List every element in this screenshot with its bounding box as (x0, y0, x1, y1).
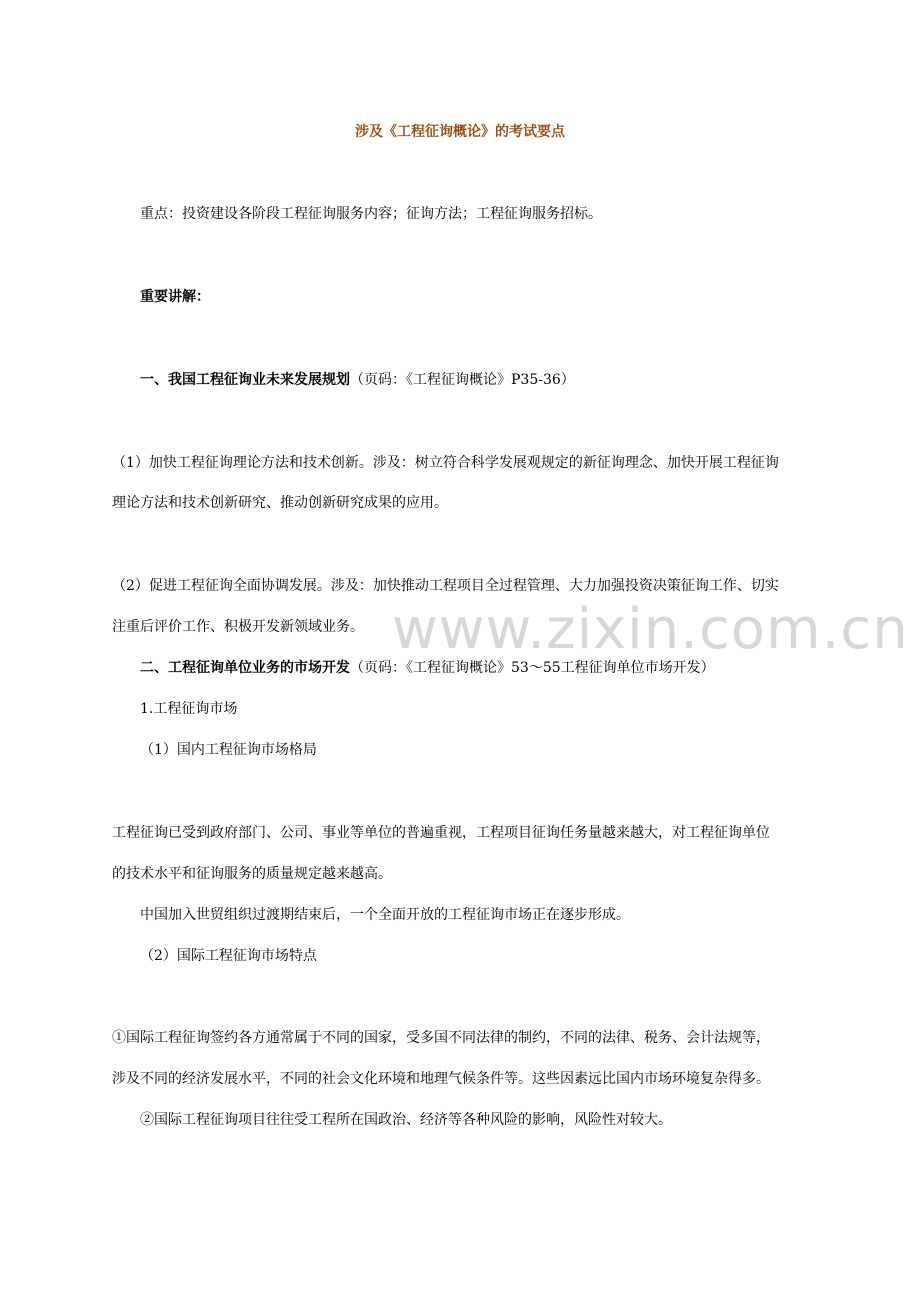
section2-page-ref: （页码：《工程征询概论》53～55工程征询单位市场开发） (350, 660, 715, 676)
paragraph-domestic-line1: 工程征询已受到政府部门、公司、事业等单位的普遍重视，工程项目征询任务量越来越大，对工程征询单位 (112, 825, 770, 841)
section1-heading-line (140, 370, 575, 390)
lecture-heading: 重要讲解： (140, 289, 210, 305)
section1-page-ref: （页码：《工程征询概论》P35-36） (350, 372, 575, 388)
international-point1-line1: ①国际工程征询签约各方通常属于不同的国家，受多国不同法律的制约，不同的法律、税务、会计法规等， (112, 1030, 770, 1046)
section1-item2-line2: 注重后评价工作、积极开发新领域业务。 (112, 619, 364, 635)
document-title: 涉及《工程征询概论》的考试要点 (355, 124, 565, 140)
section1-item1-line2: 理论方法和技术创新研究、推动创新研究成果的应用。 (112, 495, 448, 511)
watermark: www.zixin.com.cn (392, 597, 909, 662)
paragraph-wto: 中国加入世贸组织过渡期结束后，一个全面开放的工程征询市场正在逐步形成。 (140, 907, 630, 923)
international-point2: ②国际工程征询项目往往受工程所在国政治、经济等各种风险的影响，风险性对较大。 (140, 1112, 672, 1128)
international-point1-line2: 涉及不同的经济发展水平，不同的社会文化环境和地理气候条件等。这些因素远比国内市场环境复杂得多。 (112, 1071, 770, 1087)
section1-item1-line1: （1）加快工程征询理论方法和技术创新。涉及：树立符合科学发展观规定的新征询理念、加快开展工程征询 (112, 455, 779, 471)
paragraph-domestic-line2: 的技术水平和征询服务的质量规定越来越高。 (112, 866, 392, 882)
subsection-market: 1.工程征询市场 (140, 701, 238, 717)
key-points: 重点：投资建设各阶段工程征询服务内容；征询方法；工程征询服务招标。 (140, 206, 602, 222)
section2-heading: 二、工程征询单位业务的市场开发 (140, 660, 350, 676)
section1-heading: 一、我国工程征询业未来发展规划 (140, 372, 350, 388)
section1-item2-line1: （2）促进工程征询全面协调发展。涉及：加快推动工程项目全过程管理、大力加强投资决策征询工作、切实 (112, 578, 779, 594)
subsection-international-market: （2）国际工程征询市场特点 (140, 948, 317, 964)
subsection-domestic-market: （1）国内工程征询市场格局 (140, 742, 317, 758)
